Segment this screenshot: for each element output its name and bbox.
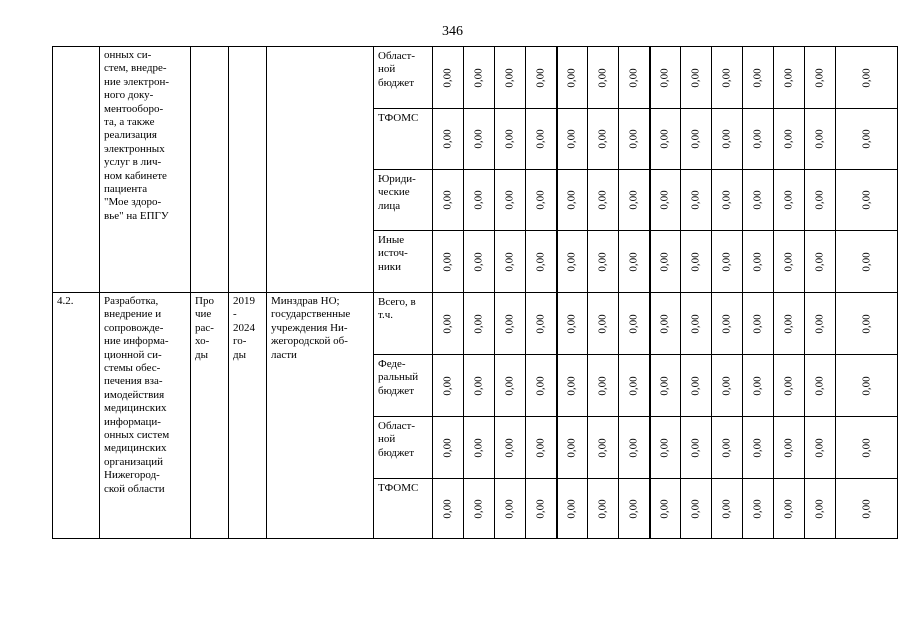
value-cell	[743, 417, 774, 479]
value-cell	[433, 47, 464, 109]
item-number-cell	[53, 293, 100, 539]
value-text: 0,00	[689, 190, 702, 210]
value-cell	[619, 47, 650, 109]
value-cell	[805, 231, 836, 293]
value-text: 0,00	[751, 437, 764, 458]
value-text: 0,00	[782, 67, 795, 88]
value-text: 0,00	[627, 251, 640, 272]
value-cell	[433, 170, 464, 231]
value-text: 0,00	[751, 67, 764, 88]
value-cell	[681, 109, 712, 170]
value-cell	[433, 417, 464, 479]
value-text: 0,00	[782, 375, 795, 396]
value-text: 0,00	[565, 129, 578, 149]
value-text: 0,00	[534, 313, 547, 334]
value-text: 0,00	[472, 129, 485, 149]
value-cell	[805, 293, 836, 355]
value-cell	[495, 355, 526, 417]
value-cell	[464, 417, 495, 479]
value-text: 0,00	[751, 251, 764, 272]
value-cell	[526, 479, 557, 539]
executor-cell	[267, 293, 374, 539]
value-cell	[712, 479, 743, 539]
value-cell	[464, 47, 495, 109]
value-cell	[805, 355, 836, 417]
value-cell	[588, 170, 619, 231]
value-text: 0,00	[720, 251, 733, 272]
value-cell	[743, 170, 774, 231]
value-cell	[619, 231, 650, 293]
funding-source-label: Иные источ- ники	[378, 234, 408, 273]
value-cell	[681, 170, 712, 231]
funding-source-cell	[374, 170, 433, 231]
value-cell	[774, 231, 805, 293]
value-cell	[681, 47, 712, 109]
value-cell	[557, 109, 588, 170]
item-name: онных си- стем, внедре- ние электрон- ного доку- ментооборо- та, а также реализация электронных услуг в лич- ном кабинете пациента "Мое здоро- вье" на ЕПГУ	[104, 49, 169, 222]
value-cell	[805, 479, 836, 539]
value-cell	[495, 109, 526, 170]
period: 2019 - 2024 го- ды	[233, 295, 255, 361]
value-text: 0,00	[441, 375, 454, 396]
value-text: 0,00	[720, 498, 733, 519]
table-body	[53, 47, 898, 539]
value-cell	[805, 417, 836, 479]
value-text: 0,00	[596, 190, 609, 210]
funding-source-cell	[374, 417, 433, 479]
value-cell	[526, 355, 557, 417]
value-cell	[712, 417, 743, 479]
value-text: 0,00	[751, 190, 764, 210]
value-text: 0,00	[658, 437, 671, 458]
value-text: 0,00	[813, 129, 826, 149]
value-text: 0,00	[534, 498, 547, 519]
funding-source-cell	[374, 109, 433, 170]
value-text: 0,00	[596, 313, 609, 334]
value-text: 0,00	[860, 375, 872, 396]
value-text: 0,00	[782, 251, 795, 272]
value-cell	[433, 355, 464, 417]
value-cell	[836, 170, 898, 231]
value-text: 0,00	[565, 67, 578, 88]
value-cell	[557, 231, 588, 293]
value-text: 0,00	[441, 129, 454, 149]
value-text: 0,00	[813, 437, 826, 458]
value-text: 0,00	[441, 437, 454, 458]
value-cell	[464, 170, 495, 231]
value-text: 0,00	[658, 67, 671, 88]
period-cell	[229, 293, 267, 539]
page-number: 346	[442, 24, 463, 39]
value-cell	[495, 479, 526, 539]
value-cell	[650, 355, 681, 417]
value-text: 0,00	[596, 67, 609, 88]
value-cell	[557, 47, 588, 109]
funding-source-label: Област- ной бюджет	[378, 50, 415, 89]
value-text: 0,00	[720, 129, 733, 149]
value-text: 0,00	[503, 129, 516, 149]
value-cell	[588, 355, 619, 417]
value-cell	[836, 231, 898, 293]
expense-type-cell	[191, 293, 229, 539]
value-text: 0,00	[534, 129, 547, 149]
value-text: 0,00	[658, 129, 671, 149]
value-cell	[774, 47, 805, 109]
value-text: 0,00	[689, 498, 702, 519]
value-text: 0,00	[596, 437, 609, 458]
funding-source-cell	[374, 47, 433, 109]
value-text: 0,00	[658, 251, 671, 272]
item-name: Разработка, внедрение и сопровожде- ние информа- ционной си- стемы обес- печения вза- имодействия медицинских информаци- онных систем медицинских организаций Нижегород- ской области	[104, 295, 170, 495]
value-cell	[805, 170, 836, 231]
value-cell	[588, 47, 619, 109]
value-text: 0,00	[782, 498, 795, 519]
value-cell	[619, 293, 650, 355]
funding-source-label: Юриди- ческие лица	[378, 173, 416, 212]
value-cell	[464, 355, 495, 417]
funding-source-cell	[374, 355, 433, 417]
value-text: 0,00	[813, 190, 826, 210]
value-cell	[712, 231, 743, 293]
value-cell	[650, 231, 681, 293]
item-name-cell	[100, 293, 191, 539]
value-text: 0,00	[534, 437, 547, 458]
value-cell	[712, 47, 743, 109]
period-cell	[229, 47, 267, 293]
value-text: 0,00	[503, 498, 516, 519]
value-cell	[743, 47, 774, 109]
value-text: 0,00	[860, 251, 872, 272]
funding-source-label: ТФОМС	[378, 482, 419, 494]
value-cell	[805, 109, 836, 170]
value-text: 0,00	[534, 67, 547, 88]
value-cell	[743, 231, 774, 293]
value-text: 0,00	[627, 437, 640, 458]
value-text: 0,00	[689, 251, 702, 272]
value-cell	[433, 109, 464, 170]
value-text: 0,00	[720, 313, 733, 334]
value-text: 0,00	[534, 251, 547, 272]
value-text: 0,00	[441, 67, 454, 88]
value-cell	[526, 170, 557, 231]
value-text: 0,00	[658, 498, 671, 519]
value-text: 0,00	[627, 498, 640, 519]
value-text: 0,00	[565, 375, 578, 396]
value-cell	[464, 293, 495, 355]
value-text: 0,00	[813, 67, 826, 88]
value-text: 0,00	[596, 498, 609, 519]
value-text: 0,00	[565, 498, 578, 519]
value-text: 0,00	[782, 313, 795, 334]
value-cell	[836, 293, 898, 355]
value-cell	[619, 109, 650, 170]
value-cell	[557, 170, 588, 231]
value-text: 0,00	[720, 437, 733, 458]
value-cell	[619, 170, 650, 231]
table-row	[53, 47, 898, 109]
value-text: 0,00	[720, 375, 733, 396]
value-text: 0,00	[472, 437, 485, 458]
value-cell	[681, 417, 712, 479]
value-cell	[557, 293, 588, 355]
value-text: 0,00	[627, 375, 640, 396]
value-cell	[743, 109, 774, 170]
funding-source-label: Феде- ральный бюджет	[378, 358, 419, 397]
value-cell	[774, 109, 805, 170]
value-cell	[495, 293, 526, 355]
value-cell	[836, 479, 898, 539]
funding-source-cell	[374, 293, 433, 355]
value-cell	[464, 231, 495, 293]
value-text: 0,00	[860, 498, 872, 519]
value-cell	[650, 417, 681, 479]
value-cell	[836, 355, 898, 417]
value-cell	[588, 231, 619, 293]
value-cell	[464, 109, 495, 170]
value-cell	[743, 479, 774, 539]
value-cell	[650, 47, 681, 109]
value-cell	[588, 479, 619, 539]
value-cell	[774, 355, 805, 417]
value-text: 0,00	[751, 129, 764, 149]
value-cell	[681, 479, 712, 539]
value-text: 0,00	[658, 375, 671, 396]
value-text: 0,00	[472, 313, 485, 334]
value-text: 0,00	[472, 251, 485, 272]
value-cell	[464, 479, 495, 539]
value-cell	[619, 417, 650, 479]
value-text: 0,00	[813, 251, 826, 272]
value-cell	[712, 293, 743, 355]
value-text: 0,00	[503, 251, 516, 272]
funding-source-label: Област- ной бюджет	[378, 420, 415, 459]
value-cell	[495, 417, 526, 479]
value-text: 0,00	[627, 129, 640, 149]
funding-source-label: Всего, в т.ч.	[378, 296, 416, 322]
value-text: 0,00	[751, 375, 764, 396]
value-text: 0,00	[860, 129, 872, 149]
value-text: 0,00	[689, 375, 702, 396]
value-text: 0,00	[565, 437, 578, 458]
value-text: 0,00	[472, 498, 485, 519]
value-cell	[495, 170, 526, 231]
value-text: 0,00	[658, 190, 671, 210]
value-text: 0,00	[782, 190, 795, 210]
value-text: 0,00	[534, 190, 547, 210]
value-text: 0,00	[472, 375, 485, 396]
value-text: 0,00	[627, 190, 640, 210]
value-text: 0,00	[503, 67, 516, 88]
value-cell	[774, 293, 805, 355]
value-text: 0,00	[689, 129, 702, 149]
value-cell	[588, 417, 619, 479]
value-cell	[712, 109, 743, 170]
value-cell	[526, 417, 557, 479]
value-text: 0,00	[441, 313, 454, 334]
funding-source-label: ТФОМС	[378, 112, 419, 124]
value-text: 0,00	[441, 190, 454, 210]
value-cell	[774, 170, 805, 231]
value-text: 0,00	[503, 313, 516, 334]
executor-cell	[267, 47, 374, 293]
value-cell	[495, 231, 526, 293]
value-text: 0,00	[534, 375, 547, 396]
value-text: 0,00	[503, 375, 516, 396]
value-cell	[743, 293, 774, 355]
value-text: 0,00	[813, 313, 826, 334]
value-cell	[650, 109, 681, 170]
value-text: 0,00	[860, 313, 872, 334]
expense-type-cell	[191, 47, 229, 293]
value-cell	[526, 293, 557, 355]
value-cell	[805, 47, 836, 109]
value-text: 0,00	[720, 67, 733, 88]
value-cell	[836, 109, 898, 170]
value-cell	[650, 170, 681, 231]
value-cell	[743, 355, 774, 417]
value-text: 0,00	[689, 67, 702, 88]
value-text: 0,00	[472, 190, 485, 210]
value-cell	[588, 109, 619, 170]
value-text: 0,00	[627, 313, 640, 334]
value-text: 0,00	[565, 190, 578, 210]
value-cell	[526, 109, 557, 170]
value-text: 0,00	[860, 437, 872, 458]
expense-type: Про чие рас- хо- ды	[195, 295, 214, 361]
value-text: 0,00	[782, 129, 795, 149]
value-cell	[619, 479, 650, 539]
value-text: 0,00	[565, 313, 578, 334]
budget-table	[52, 46, 898, 539]
item-number-cell	[53, 47, 100, 293]
value-cell	[433, 293, 464, 355]
value-cell	[526, 231, 557, 293]
value-cell	[619, 355, 650, 417]
value-text: 0,00	[627, 67, 640, 88]
table-row	[53, 293, 898, 355]
value-text: 0,00	[565, 251, 578, 272]
funding-source-cell	[374, 231, 433, 293]
value-text: 0,00	[441, 251, 454, 272]
executor: Минздрав НО; государственные учреждения Ни- жегородской об- ласти	[271, 295, 351, 361]
value-text: 0,00	[751, 498, 764, 519]
funding-source-cell	[374, 479, 433, 539]
value-cell	[836, 417, 898, 479]
value-text: 0,00	[596, 251, 609, 272]
value-text: 0,00	[658, 313, 671, 334]
value-cell	[557, 479, 588, 539]
value-cell	[681, 355, 712, 417]
value-text: 0,00	[813, 498, 826, 519]
value-cell	[650, 479, 681, 539]
value-cell	[712, 170, 743, 231]
value-cell	[681, 231, 712, 293]
value-cell	[557, 417, 588, 479]
value-text: 0,00	[813, 375, 826, 396]
value-cell	[774, 479, 805, 539]
value-cell	[433, 479, 464, 539]
value-text: 0,00	[596, 375, 609, 396]
value-text: 0,00	[751, 313, 764, 334]
value-cell	[712, 355, 743, 417]
value-cell	[588, 293, 619, 355]
value-cell	[433, 231, 464, 293]
value-text: 0,00	[689, 437, 702, 458]
item-number: 4.2.	[57, 295, 74, 307]
value-cell	[526, 47, 557, 109]
value-text: 0,00	[689, 313, 702, 334]
value-text: 0,00	[596, 129, 609, 149]
value-cell	[836, 47, 898, 109]
value-text: 0,00	[503, 437, 516, 458]
value-cell	[650, 293, 681, 355]
value-cell	[495, 47, 526, 109]
value-text: 0,00	[441, 498, 454, 519]
value-cell	[774, 417, 805, 479]
value-text: 0,00	[720, 190, 733, 210]
value-cell	[681, 293, 712, 355]
item-name-cell	[100, 47, 191, 293]
value-text: 0,00	[472, 67, 485, 88]
value-text: 0,00	[860, 190, 872, 210]
value-text: 0,00	[503, 190, 516, 210]
value-text: 0,00	[782, 437, 795, 458]
value-text: 0,00	[860, 67, 872, 88]
value-cell	[557, 355, 588, 417]
